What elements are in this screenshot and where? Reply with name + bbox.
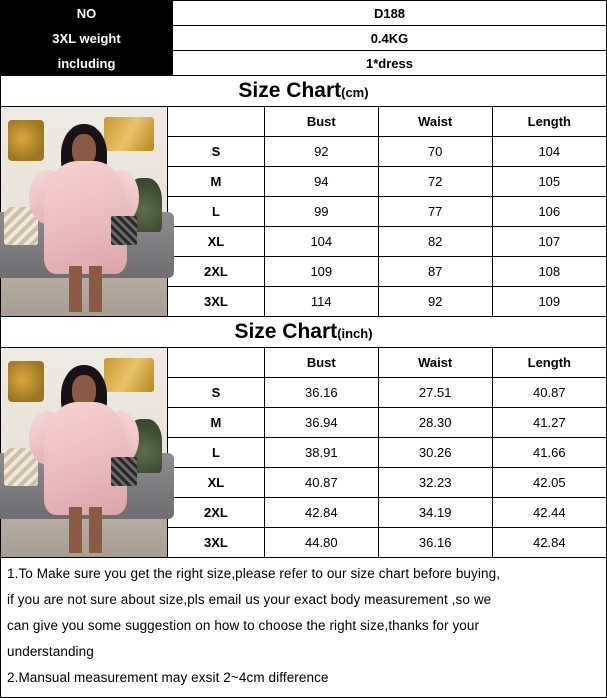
table-row (1, 1, 607, 26)
size-chart-inch-block (0, 348, 607, 558)
cell-size: S (168, 378, 264, 408)
info-label-weight: 3XL weight (1, 26, 173, 51)
cell-size: 3XL (168, 287, 264, 317)
cell-length: 104 (492, 137, 606, 167)
header-size-inch (168, 348, 264, 378)
size-chart-cm-unit: (cm) (341, 85, 369, 100)
photo-wall-art-right (104, 358, 154, 391)
cell-bust: 99 (264, 197, 378, 227)
cell-length: 40.87 (492, 378, 606, 408)
size-chart-cm-title (0, 76, 607, 107)
cell-waist: 28.30 (378, 408, 492, 438)
photo-handbag (111, 457, 138, 486)
cell-bust: 38.91 (264, 438, 378, 468)
size-chart-inch-title-text: Size Chart (234, 320, 338, 343)
cell-size: M (168, 408, 264, 438)
photo-wall-art-left (8, 361, 45, 403)
size-chart-inch-title (0, 317, 607, 348)
table-row (168, 378, 606, 408)
info-value-including: 1*dress (173, 51, 607, 76)
cell-length: 41.66 (492, 438, 606, 468)
cell-bust: 109 (264, 257, 378, 287)
cell-waist: 70 (378, 137, 492, 167)
photo-model-leg-right (89, 507, 102, 553)
product-photo-cm (1, 107, 168, 316)
cell-waist: 27.51 (378, 378, 492, 408)
header-bust-cm: Bust (264, 107, 378, 137)
header-size-cm (168, 107, 264, 137)
cell-size: L (168, 197, 264, 227)
cell-size: M (168, 167, 264, 197)
photo-model-leg-left (69, 507, 82, 553)
cell-bust: 104 (264, 227, 378, 257)
cell-length: 42.05 (492, 468, 606, 498)
table-row (168, 287, 606, 317)
info-label-including: including (1, 51, 173, 76)
note-line-5: 2.Mansual measurement may exsit 2~4cm difference (7, 669, 329, 685)
cell-length: 105 (492, 167, 606, 197)
cell-length: 41.27 (492, 408, 606, 438)
cell-length: 42.84 (492, 528, 606, 558)
cell-bust: 36.16 (264, 378, 378, 408)
cell-size: XL (168, 227, 264, 257)
size-chart-inch-unit: (inch) (337, 326, 373, 341)
table-row (1, 51, 607, 76)
cell-bust: 44.80 (264, 528, 378, 558)
cell-waist: 87 (378, 257, 492, 287)
cell-bust: 92 (264, 137, 378, 167)
cell-size: 3XL (168, 528, 264, 558)
table-row (168, 408, 606, 438)
cell-waist: 36.16 (378, 528, 492, 558)
note-line-1: 1.To Make sure you get the right size,please refer to our size chart before buying, (7, 566, 501, 581)
cell-length: 109 (492, 287, 606, 317)
cell-length: 42.44 (492, 498, 606, 528)
note-line-3: can give you some suggestion on how to choose the right size,thanks for your (7, 617, 480, 633)
cell-bust: 40.87 (264, 468, 378, 498)
table-row (168, 137, 606, 167)
header-waist-inch: Waist (378, 348, 492, 378)
cell-bust: 42.84 (264, 498, 378, 528)
cell-waist: 77 (378, 197, 492, 227)
product-photo-inch (1, 348, 168, 557)
cell-size: 2XL (168, 498, 264, 528)
cell-waist: 32.23 (378, 468, 492, 498)
photo-handbag (111, 216, 138, 245)
table-row (168, 227, 606, 257)
info-value-weight: 0.4KG (173, 26, 607, 51)
cell-size: S (168, 137, 264, 167)
table-row (168, 167, 606, 197)
table-row (168, 257, 606, 287)
table-row (1, 26, 607, 51)
table-header-row (168, 348, 606, 378)
note-line-4: understanding (7, 643, 94, 659)
cell-waist: 92 (378, 287, 492, 317)
cell-bust: 114 (264, 287, 378, 317)
photo-wall-art-left (8, 120, 45, 162)
photo-wall-art-right (104, 117, 154, 150)
cell-bust: 94 (264, 167, 378, 197)
cell-waist: 30.26 (378, 438, 492, 468)
header-length-cm: Length (492, 107, 606, 137)
size-notes (0, 558, 607, 698)
info-label-no: NO (1, 1, 173, 26)
cell-length: 107 (492, 227, 606, 257)
photo-model-leg-left (69, 266, 82, 312)
cell-size: 2XL (168, 257, 264, 287)
cell-waist: 34.19 (378, 498, 492, 528)
cell-length: 108 (492, 257, 606, 287)
cell-bust: 36.94 (264, 408, 378, 438)
photo-model-leg-right (89, 266, 102, 312)
size-chart-cm-block (0, 107, 607, 317)
header-waist-cm: Waist (378, 107, 492, 137)
cell-size: L (168, 438, 264, 468)
size-table-cm (168, 107, 606, 316)
cell-size: XL (168, 468, 264, 498)
cell-length: 106 (492, 197, 606, 227)
cell-waist: 72 (378, 167, 492, 197)
table-row (168, 197, 606, 227)
table-row (168, 498, 606, 528)
header-length-inch: Length (492, 348, 606, 378)
info-value-no: D188 (173, 1, 607, 26)
table-row (168, 438, 606, 468)
table-header-row (168, 107, 606, 137)
note-line-2: if you are not sure about size,pls email us your exact body measurement ,so we (7, 591, 492, 607)
size-chart-cm-title-text: Size Chart (238, 79, 342, 102)
size-table-inch (168, 348, 606, 557)
table-row (168, 468, 606, 498)
table-row (168, 528, 606, 558)
product-info-table (0, 0, 607, 76)
cell-waist: 82 (378, 227, 492, 257)
header-bust-inch: Bust (264, 348, 378, 378)
